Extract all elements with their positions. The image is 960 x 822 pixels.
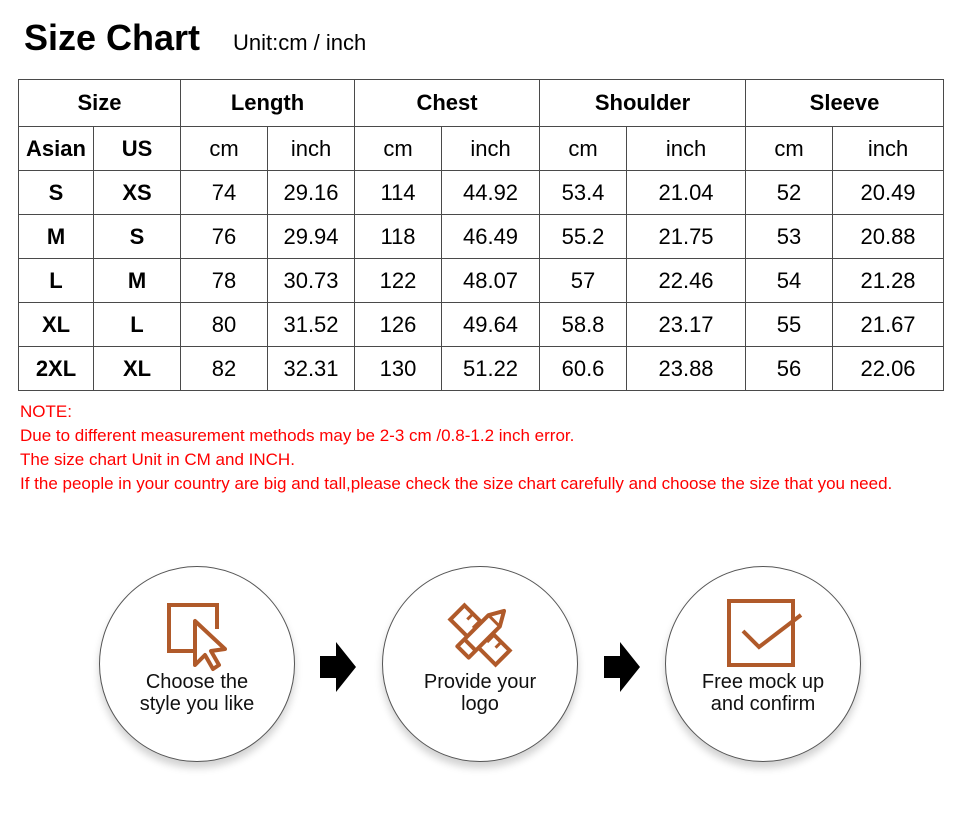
table-row <box>19 347 944 391</box>
table-cell: 46.49 <box>442 215 540 259</box>
step-caption-line: Choose the <box>145 671 249 693</box>
group-header: Chest <box>355 80 540 127</box>
unit-label: Unit:cm / inch <box>233 30 367 55</box>
table-cell: 76 <box>181 215 268 259</box>
table-cell: 49.64 <box>442 303 540 347</box>
table-cell: 2XL <box>19 347 94 391</box>
table-row <box>19 303 944 347</box>
pencil-ruler-icon <box>438 593 522 677</box>
table-cell: XL <box>19 303 94 347</box>
group-header-row <box>19 80 944 127</box>
table-cell: 126 <box>355 303 442 347</box>
subheader: cm <box>540 127 627 171</box>
subheader: Asian <box>19 127 94 171</box>
table-cell: 78 <box>181 259 268 303</box>
table-cell: M <box>19 215 94 259</box>
table-cell: 48.07 <box>442 259 540 303</box>
subheader: inch <box>268 127 355 171</box>
table-cell: XS <box>94 171 181 215</box>
table-cell: 29.94 <box>268 215 355 259</box>
table-cell: 20.49 <box>833 171 944 215</box>
notes-block <box>20 400 940 496</box>
note-line: The size chart Unit in CM and INCH. <box>20 450 295 469</box>
subheader: US <box>94 127 181 171</box>
table-row <box>19 215 944 259</box>
table-cell: 55.2 <box>540 215 627 259</box>
table-cell: 53 <box>746 215 833 259</box>
table-cell: L <box>19 259 94 303</box>
table-cell: S <box>94 215 181 259</box>
group-header: Shoulder <box>540 80 746 127</box>
table-cell: 51.22 <box>442 347 540 391</box>
subheader: cm <box>355 127 442 171</box>
subheader: cm <box>181 127 268 171</box>
note-line: Due to different measurement methods may be 2-3 cm /0.8-1.2 inch error. <box>20 426 575 445</box>
table-cell: 82 <box>181 347 268 391</box>
subheader: cm <box>746 127 833 171</box>
table-cell: 54 <box>746 259 833 303</box>
step-caption-line: Provide your <box>423 671 537 693</box>
table-cell: 52 <box>746 171 833 215</box>
table-cell: 32.31 <box>268 347 355 391</box>
table-cell: 21.28 <box>833 259 944 303</box>
table-cell: 22.06 <box>833 347 944 391</box>
step-caption-line: logo <box>461 693 499 715</box>
table-cell: 22.46 <box>627 259 746 303</box>
step-caption <box>666 671 860 715</box>
table-row <box>19 171 944 215</box>
group-header: Sleeve <box>746 80 944 127</box>
table-cell: 118 <box>355 215 442 259</box>
table-cell: 60.6 <box>540 347 627 391</box>
step-caption-line: and confirm <box>710 693 816 715</box>
table-cell: M <box>94 259 181 303</box>
table-cell: 31.52 <box>268 303 355 347</box>
subheader: inch <box>442 127 540 171</box>
table-cell: 44.92 <box>442 171 540 215</box>
group-header: Size <box>19 80 181 127</box>
step-choose-style <box>99 566 295 762</box>
step-caption <box>100 671 294 715</box>
step-caption-line: Free mock up <box>701 671 825 693</box>
table-cell: 122 <box>355 259 442 303</box>
subheader: inch <box>833 127 944 171</box>
table-cell: 130 <box>355 347 442 391</box>
table-cell: 21.04 <box>627 171 746 215</box>
table-cell: S <box>19 171 94 215</box>
table-cell: 20.88 <box>833 215 944 259</box>
table-cell: L <box>94 303 181 347</box>
table-cell: 23.17 <box>627 303 746 347</box>
table-cell: 58.8 <box>540 303 627 347</box>
table-cell: 74 <box>181 171 268 215</box>
table-cell: 80 <box>181 303 268 347</box>
unit-header-row <box>19 127 944 171</box>
arrow-right-icon <box>318 640 358 694</box>
subheader: inch <box>627 127 746 171</box>
size-table <box>18 79 944 391</box>
table-cell: XL <box>94 347 181 391</box>
group-header: Length <box>181 80 355 127</box>
table-cell: 29.16 <box>268 171 355 215</box>
arrow-right-icon <box>602 640 642 694</box>
cursor-select-icon <box>157 593 237 673</box>
note-heading: NOTE: <box>20 402 72 421</box>
table-cell: 30.73 <box>268 259 355 303</box>
step-caption <box>383 671 577 715</box>
step-mock-up <box>665 566 861 762</box>
table-cell: 23.88 <box>627 347 746 391</box>
table-cell: 114 <box>355 171 442 215</box>
step-provide-logo <box>382 566 578 762</box>
page-title: Size Chart <box>24 17 201 58</box>
table-cell: 53.4 <box>540 171 627 215</box>
table-cell: 21.75 <box>627 215 746 259</box>
table-cell: 55 <box>746 303 833 347</box>
table-row <box>19 259 944 303</box>
table-cell: 56 <box>746 347 833 391</box>
note-line: If the people in your country are big and tall,please check the size chart carefully and choose the size that you need. <box>20 474 893 493</box>
table-cell: 21.67 <box>833 303 944 347</box>
checkbox-icon <box>721 593 805 677</box>
step-caption-line: style you like <box>139 693 255 715</box>
table-cell: 57 <box>540 259 627 303</box>
